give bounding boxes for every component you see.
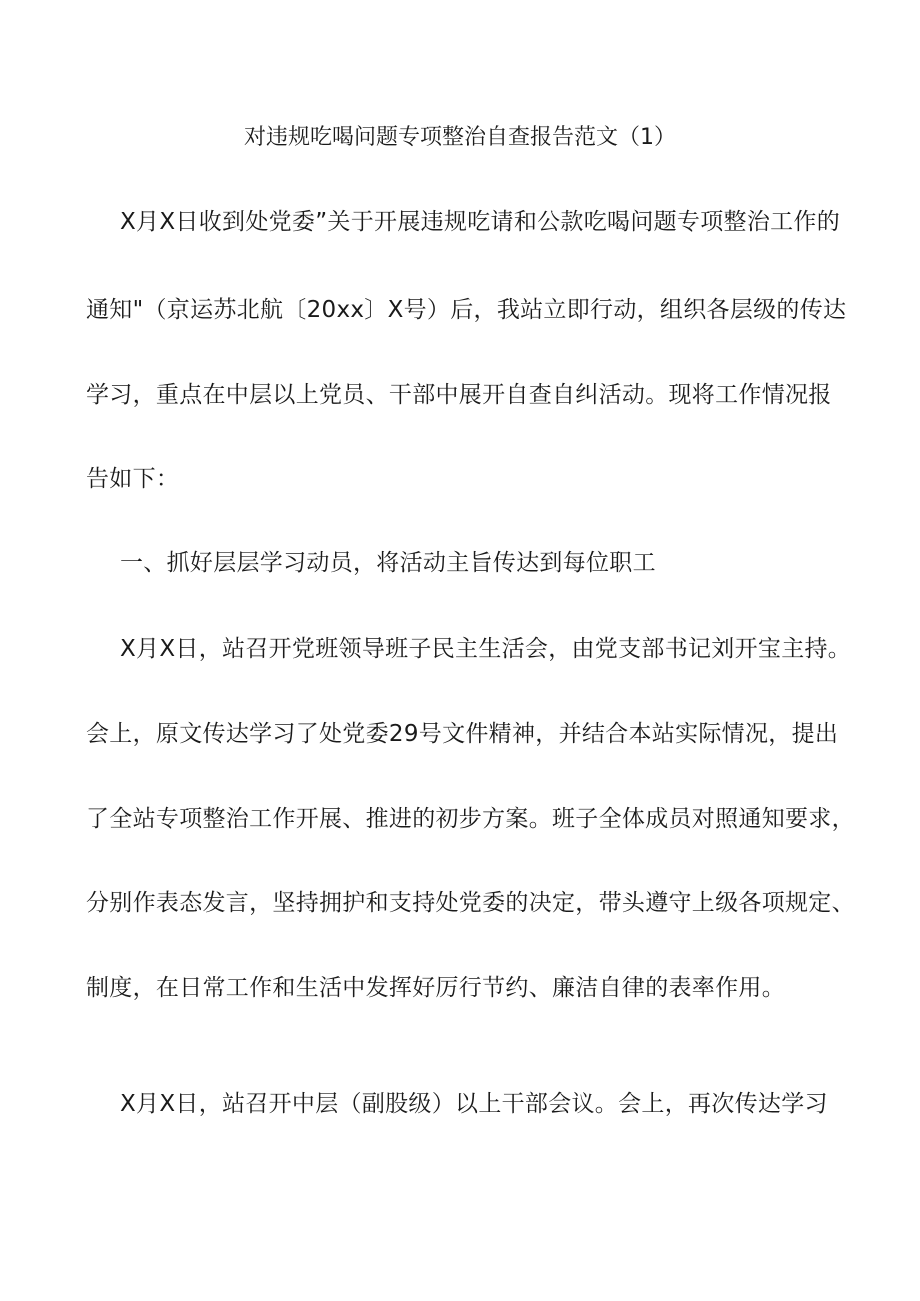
- paragraph-1-line-1: X月X日收到处党委”关于开展违规吃请和公款吃喝问题专项整治工作的: [120, 209, 841, 235]
- paragraph-1-line-2: 通知"（京运苏北航〔20xx〕X号）后，我站立即行动，组织各层级的传达: [86, 297, 847, 323]
- paragraph-2-line-2: 会上，原文传达学习了处党委29号文件精神，并结合本站实际情况，提出: [86, 721, 839, 747]
- section-heading-1: 一、抓好层层学习动员，将活动主旨传达到每位职工: [120, 550, 656, 576]
- paragraph-1-line-4: 告如下：: [86, 466, 180, 492]
- paragraph-1-line-3: 学习，重点在中层以上党员、干部中展开自查自纠活动。现将工作情况报: [86, 382, 832, 408]
- document-title: 对违规吃喝问题专项整治自查报告范文（1）: [244, 125, 676, 150]
- paragraph-3-line-1: X月X日，站召开中层（副股级）以上干部会议。会上，再次传达学习: [120, 1091, 828, 1117]
- paragraph-2-line-4: 分别作表态发言，坚持拥护和支持处党委的决定，带头遵守上级各项规定、: [86, 890, 855, 916]
- paragraph-2-line-3: 了全站专项整治工作开展、推进的初步方案。班子全体成员对照通知要求，: [86, 806, 855, 832]
- paragraph-2-line-1: X月X日，站召开党班领导班子民主生活会，由党支部书记刘开宝主持。: [120, 636, 852, 662]
- paragraph-2-line-5: 制度，在日常工作和生活中发挥好厉行节约、廉洁自律的表率作用。: [86, 975, 785, 1001]
